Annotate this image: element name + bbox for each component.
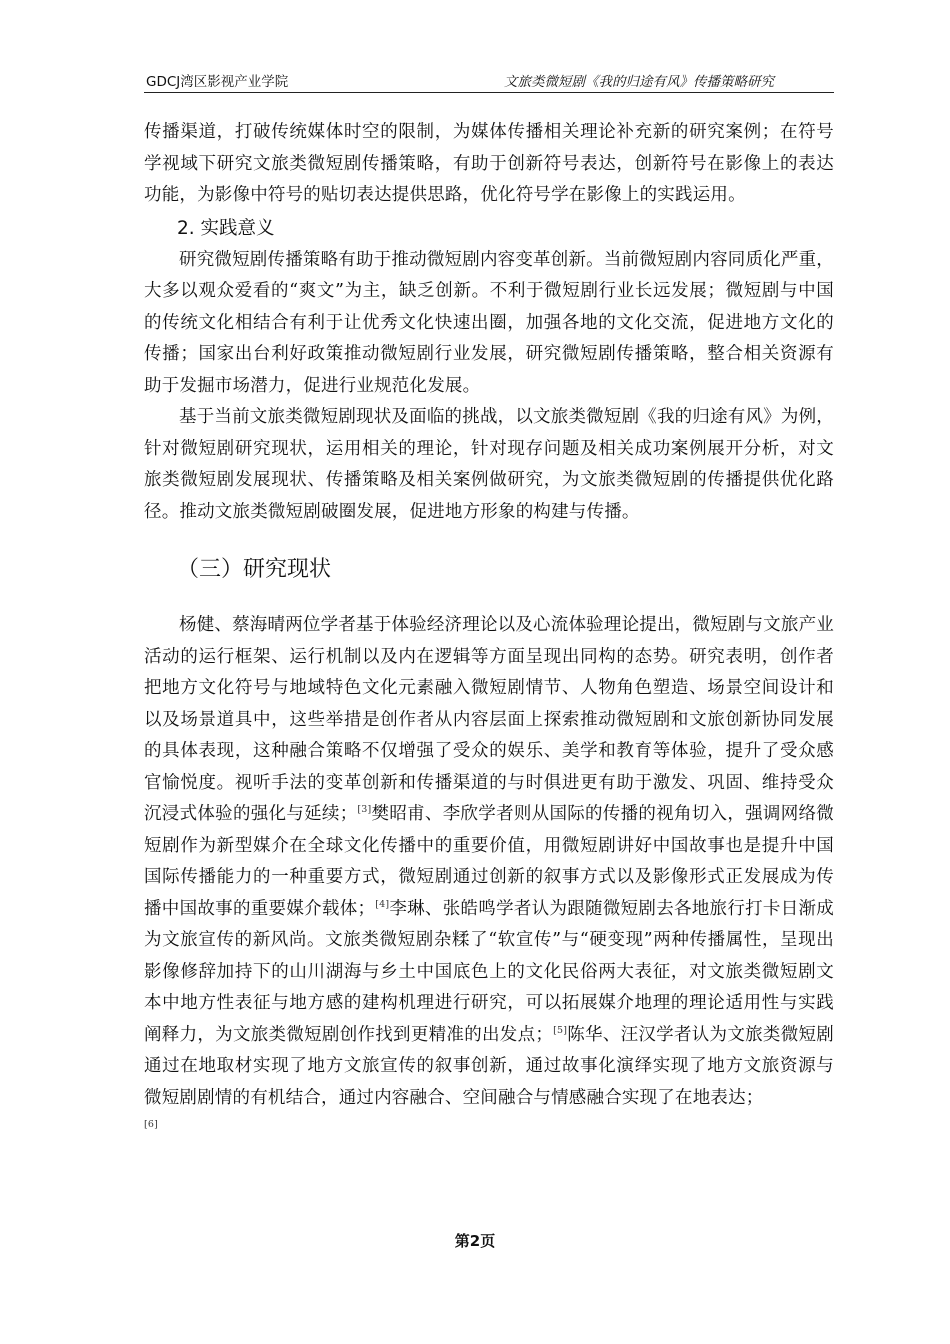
paragraph-practical-significance: 研究微短剧传播策略有助于推动微短剧内容变革创新。当前微短剧内容同质化严重，大多以观众爱看的“爽文”为主，缺乏创新。不利于微短剧行业长远发展；微短剧与中国的传统文化相结合有利于让优秀文化快速出圈，加强各地的文化交流，促进地方文化的传播；国家出台利好政策推动微短剧行业发展，研究微短剧传播策略，整合相关资源有助于发掘市场潜力，促进行业规范化发展。 xyxy=(144,249,834,396)
literature-text-part-4: 陈华、汪汉学者认为文旅类微短剧通过在地取材实现了地方文旅宣传的叙事创新，通过故事化演绎实现了地方文旅资源与微短剧剧情的有机结合，通过内容融合、空间融合与情感融合实现了在地表达； xyxy=(144,1024,834,1108)
page-body xyxy=(144,117,834,1146)
section-heading-research-status: （三）研究现状 xyxy=(177,557,332,582)
literature-text-part-3: 李琳、张皓鸣学者认为跟随微短剧去各地旅行打卡日渐成为文旅宣传的新风尚。文旅类微短剧杂糅了“软宣传”与“硬变现”两种传播属性，呈现出影像修辞加持下的山川湖海与乡土中国底色上的文化民俗两大表征，对文旅类微短剧文本中地方性表征与地方感的建构机理进行研究，可以拓展媒介地理的理论适用性与实践阐释力，为文旅类微短剧创作找到更精准的出发点； xyxy=(144,898,834,1045)
page-number: 第2页 xyxy=(454,1232,496,1250)
subheading-practical-significance: 2. 实践意义 xyxy=(177,217,275,239)
header-thesis-title: 文旅类微短剧《我的归途有风》传播策略研究 xyxy=(504,74,774,90)
citation-6: [6] xyxy=(144,1119,159,1131)
literature-text-part-1: 杨健、蔡海晴两位学者基于体验经济理论以及心流体验理论提出，微短剧与文旅产业活动的运行框架、运行机制以及内在逻辑等方面呈现出同构的态势。研究表明，创作者把地方文化符号与地域特色文化元素融入微短剧情节、人物角色塑造、场景空间设计和以及场景道具中，这些举措是创作者从内容层面上探索推动微短剧和文旅创新协同发展的具体表现，这种融合策略不仅增强了受众的娱乐、美学和教育等体验，提升了受众感官愉悦度。视听手法的变革创新和传播渠道的与时俱进更有助于激发、巩固、维持受众沉浸式体验的强化与延续； xyxy=(144,615,834,824)
paragraph-theory-continued: 传播渠道，打破传统媒体时空的限制，为媒体传播相关理论补充新的研究案例；在符号学视域下研究文旅类微短剧传播策略，有助于创新符号表达，创新符号在影像上的表达功能，为影像中符号的贴切表达提供思路，优化符号学在影像上的实践运用。 xyxy=(144,122,834,205)
header-institution: GDCJ湾区影视产业学院 xyxy=(146,74,289,90)
running-header xyxy=(144,70,834,93)
literature-text-part-2: 樊昭甫、李欣学者则从国际的传播的视角切入，强调网络微短剧作为新型媒介在全球文化传播中的重要价值，用微短剧讲好中国故事也是提升中国国际传播能力的一种重要方式，微短剧通过创新的叙事方式以及影像形式正发展成为传播中国故事的重要媒介载体； xyxy=(144,804,834,919)
paragraph-research-purpose: 基于当前文旅类微短剧现状及面临的挑战，以文旅类微短剧《我的归途有风》为例，针对微短剧研究现状，运用相关的理论，针对现存问题及相关成功案例展开分析，对文旅类微短剧发展现状、传播策略及相关案例做研究，为文旅类微短剧的传播提供优化路径。推动文旅类微短剧破圈发展，促进地方形象的构建与传播。 xyxy=(144,407,834,522)
citation-3: [3] xyxy=(357,804,372,816)
paragraph-literature-review xyxy=(144,610,834,1146)
citation-5: [5] xyxy=(553,1024,568,1036)
citation-4: [4] xyxy=(375,898,390,910)
